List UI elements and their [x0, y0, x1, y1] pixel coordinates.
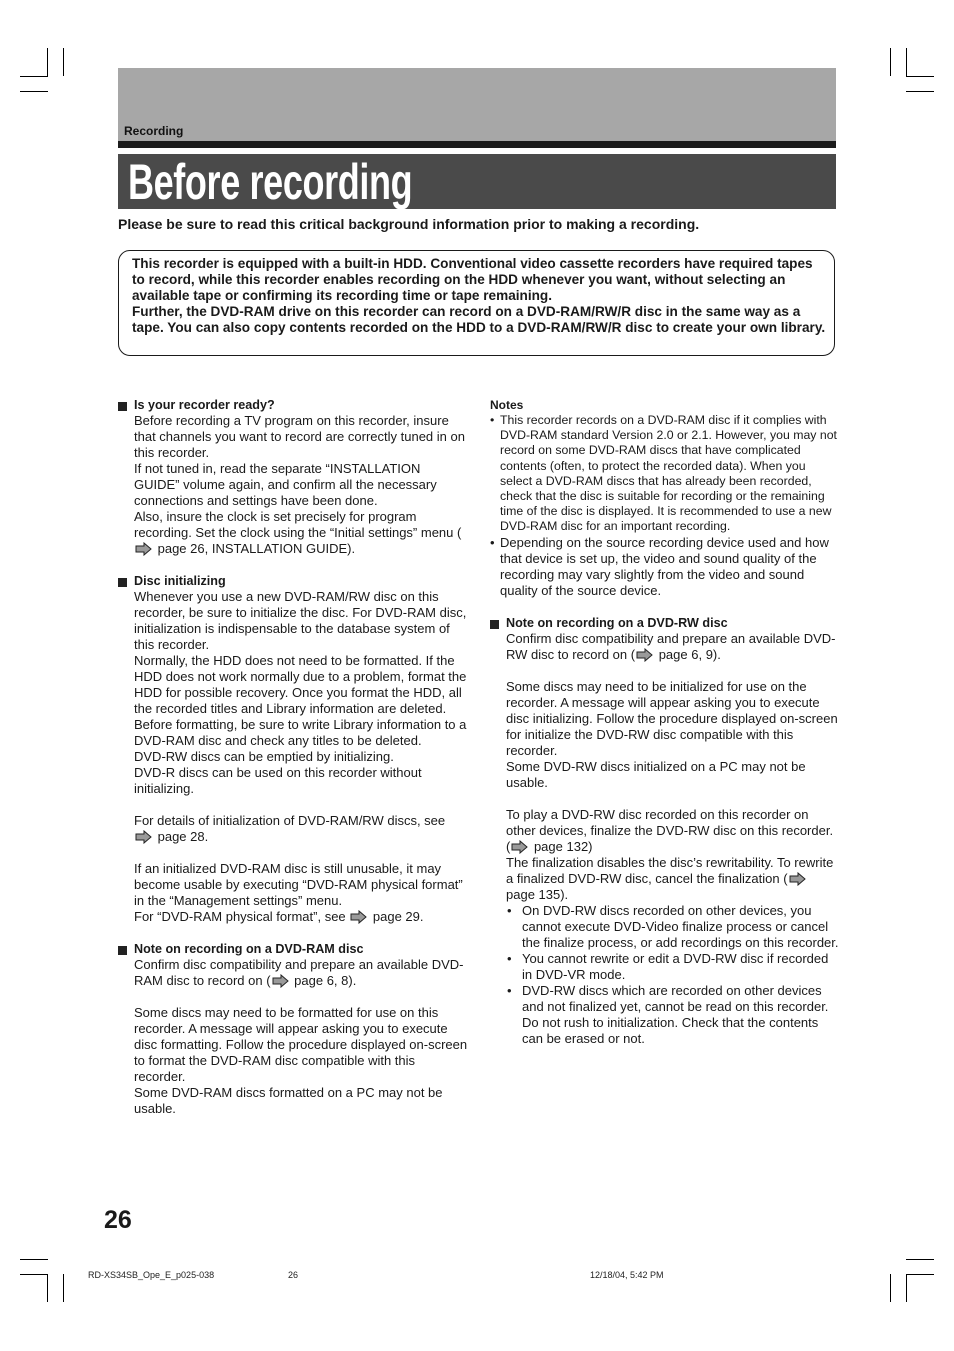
body-text: To play a DVD-RW disc recorded on this recorder on other devices, finalize the DVD-RW disc on this recorder. (: [506, 806, 834, 854]
body-text: For “DVD-RAM physical format”, see: [134, 909, 350, 924]
body-text: DVD-R discs can be used on this recorder without initializing.: [134, 765, 422, 796]
page-reference: page 26, INSTALLATION GUIDE).: [154, 541, 356, 556]
body-text: For details of initialization of DVD-RAM/RW discs, see: [134, 813, 446, 828]
body-text: Before recording a TV program on this recorder, insure that channels you want to record are correctly tuned in on this recorder.: [134, 413, 465, 460]
dvd-rw-bullet-list: [506, 903, 840, 1047]
body-text: Some discs may need to be initialized for use on the recorder. A message will appear asking you to execute disc initializing. Follow the procedure displayed on-screen for initialize the DVD-RW disc compatible with this recorder.: [506, 678, 838, 758]
page-reference: page 6, 9).: [655, 646, 721, 662]
section-recorder-ready: [118, 397, 468, 557]
section-title: Disc initializing: [134, 574, 226, 588]
section-disc-initializing: [118, 573, 468, 925]
left-column: [118, 397, 468, 1117]
crop-mark: [47, 1274, 48, 1302]
body-text: The finalization disables the disc’s rewritability. To rewrite a finalized DVD-RW disc, cancel the finalization (: [506, 854, 834, 886]
page-reference-arrow-icon: [135, 542, 152, 556]
body-text: [506, 631, 840, 663]
page-title: Before recording: [128, 154, 413, 209]
body-text: Whenever you use a new DVD-RAM/RW disc on this recorder, be sure to initialize the disc. For DVD-RAM disc, initialization is indispensable to the database system of this recorder.: [134, 589, 467, 652]
list-item: [506, 903, 840, 951]
crop-mark: [906, 48, 907, 76]
body-text: Some DVD-RAM discs formatted on a PC may not be usable.: [134, 1085, 443, 1116]
square-bullet-icon: [118, 402, 127, 411]
body-text: [134, 509, 468, 557]
footer-page: 26: [288, 1270, 299, 1280]
section-title: Is your recorder ready?: [134, 398, 275, 412]
crop-mark: [906, 1274, 934, 1275]
page-reference: page 29.: [369, 909, 424, 924]
crop-mark: [63, 1274, 64, 1302]
body-text: Some DVD-RW discs initialized on a PC may not be usable.: [506, 758, 806, 790]
list-item: [506, 951, 840, 983]
page-reference: page 6, 8).: [290, 973, 357, 988]
crop-mark: [20, 91, 48, 92]
body-text: [134, 957, 468, 989]
title-bar: [118, 154, 836, 209]
header-rule: [118, 141, 836, 148]
square-bullet-icon: [118, 578, 127, 587]
body-text: [506, 855, 840, 903]
header-band: [118, 68, 836, 141]
bullet-text: DVD-RW discs which are recorded on other devices and not finalized yet, cannot be read on this recorder. Do not rush to initialization. Check that the contents can be erased or not.: [522, 982, 829, 1046]
square-bullet-icon: [118, 946, 127, 955]
crop-mark: [890, 1274, 891, 1302]
body-text: [506, 807, 840, 855]
body-text: Confirm disc compatibility and prepare an available DVD-RAM disc to record on (: [134, 957, 464, 988]
body-text: DVD-RW discs can be emptied by initializing.: [134, 749, 394, 764]
body-text: [134, 829, 468, 845]
body-text: If not tuned in, read the separate “INSTALLATION GUIDE” volume again, and confirm all the necessary connections and settings have been done.: [134, 461, 437, 508]
bullet-dot-icon: •: [507, 902, 512, 918]
crop-mark: [20, 1274, 48, 1275]
body-text: Also, insure the clock is set precisely for program recording. Set the clock using the “Initial settings” menu (: [134, 509, 462, 540]
crop-mark: [20, 1259, 48, 1260]
page-reference-arrow-icon: [636, 648, 653, 662]
bullet-dot-icon: •: [490, 534, 495, 550]
page-reference: page 28.: [154, 829, 209, 844]
crop-mark: [906, 76, 934, 77]
section-dvd-rw-recording: [490, 615, 840, 1047]
intro-box: [118, 250, 835, 356]
notes-title: Notes: [490, 398, 524, 412]
bullet-text: On DVD-RW discs recorded on other devices, you cannot execute DVD-Video finalize process or cancel the finalize process, or add recordings on this recorder.: [522, 902, 839, 950]
note-text: This recorder records on a DVD-RAM disc if it complies with DVD-RAM standard Version 2.0 or 2.1. However, you may not record on some DVD-RAM discs that have complicated contents (often, to protect the recorded data). When you select a DVD-RAM discs that has already been recorded, check that the disc is suitable for recording or the remaining time of the disc is displayed. It is recommended to use a new DVD-RAM disc for an important recording.: [500, 413, 837, 534]
body-text: If an initialized DVD-RAM disc is still unusable, it may become usable by executing “DVD-RAM physical format” in the “Management settings” menu.: [134, 861, 463, 908]
page-reference-arrow-icon: [511, 840, 528, 854]
footer-date: 12/18/04, 5:42 PM: [590, 1270, 664, 1280]
page-reference-arrow-icon: [135, 830, 152, 844]
page-number: 26: [104, 1206, 132, 1234]
body-text: [134, 909, 468, 925]
crop-mark: [63, 48, 64, 76]
crop-mark: [906, 1274, 907, 1302]
right-column: [490, 397, 840, 1047]
intro-paragraph: This recorder is equipped with a built-in HDD. Conventional video cassette recorders have required tapes to record, while this recorder enables recording on the HDD whenever you want, without selecting an available tape or confirming its recording time or tape remaining.: [132, 256, 813, 303]
crop-mark: [906, 1259, 934, 1260]
body-text: Confirm disc compatibility and prepare an available DVD-RW disc to record on (: [506, 630, 836, 662]
crop-mark: [47, 48, 48, 76]
body-text: Normally, the HDD does not need to be formatted. If the HDD does not work normally due to a problem, format the HDD for possible recovery. Once you format the HDD, all the recorded titles and Library information are deleted. Before formatting, be sure to write Library information to a DVD-RAM disc and check any titles to be deleted.: [134, 653, 467, 748]
page-reference-arrow-icon: [272, 974, 289, 988]
bullet-text: You cannot rewrite or edit a DVD-RW disc if recorded in DVD-VR mode.: [522, 950, 829, 982]
list-item: [506, 983, 840, 1047]
note-text: Depending on the source recording device used and how that device is set up, the video and sound quality of the recording may vary slightly from the video and sound quality of the source device.: [500, 534, 829, 598]
notes-list: [490, 413, 840, 599]
bullet-dot-icon: •: [490, 413, 495, 427]
section-label: Recording: [124, 124, 184, 138]
page-reference-arrow-icon: [350, 910, 367, 924]
crop-mark: [20, 76, 48, 77]
page-reference-arrow-icon: [789, 872, 806, 886]
bullet-dot-icon: •: [507, 982, 512, 998]
page-reference: page 132): [530, 838, 593, 854]
bullet-dot-icon: •: [507, 950, 512, 966]
list-item: [490, 413, 840, 535]
crop-mark: [890, 48, 891, 76]
footer-file: RD-XS34SB_Ope_E_p025-038: [88, 1270, 215, 1280]
body-text: Some discs may need to be formatted for use on this recorder. A message will appear asking you to execute disc formatting. Follow the procedure displayed on-screen to format the DVD-RAM disc compatible with this recorder.: [134, 1005, 468, 1084]
lead-text: Please be sure to read this critical background information prior to making a recording.: [118, 216, 700, 232]
list-item: [490, 535, 840, 599]
section-title: Note on recording on a DVD-RAM disc: [134, 942, 364, 956]
square-bullet-icon: [490, 620, 499, 629]
section-title: Note on recording on a DVD-RW disc: [506, 615, 728, 630]
intro-paragraph: Further, the DVD-RAM drive on this recorder can record on a DVD-RAM/RW/R disc in the same way as a tape. You can also copy contents recorded on the HDD to a DVD-RAM/RW/R disc to create your own library.: [132, 304, 826, 335]
page-reference: page 135).: [506, 886, 569, 902]
section-dvd-ram-recording: [118, 941, 468, 1117]
crop-mark: [906, 91, 934, 92]
